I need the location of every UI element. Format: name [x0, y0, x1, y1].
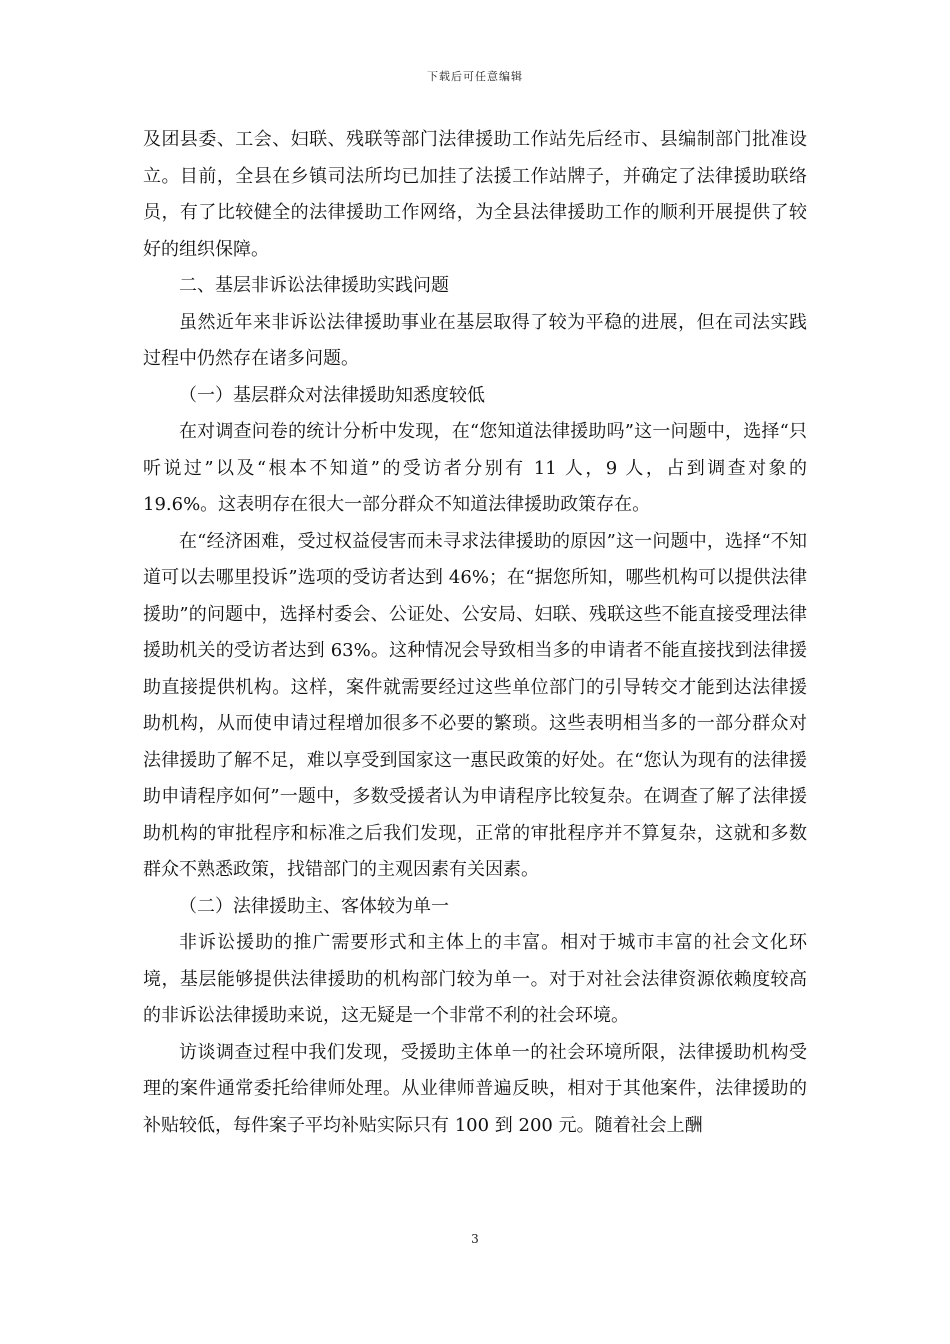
paragraph-continuation: 及团县委、工会、妇联、残联等部门法律援助工作站先后经市、县编制部门批准设立。目前，全县在乡镇司法所均已加挂了法援工作站牌子，并确定了法律援助联络员，有了比较健全的法律援助工作网络，为全县法律援助工作的顺利开展提供了较好的组织保障。	[143, 129, 807, 260]
paragraph: 在对调查问卷的统计分析中发现，在“您知道法律援助吗”这一问题中，选择“只听说过”以及“根本不知道”的受访者分别有 11 人，9 人，占到调查对象的 19.6%。这表明存在很大一部分群众不知道法律援助政策存在。	[143, 421, 807, 515]
paragraph: 在“经济困难，受过权益侵害而未寻求法律援助的原因”这一问题中，选择“不知道可以去哪里投诉”选项的受访者达到 46%；在“据您所知，哪些机构可以提供法律援助”的问题中，选择村委会、公证处、公安局、妇联、残联这些不能直接受理法律援助机关的受访者达到 63%。这种情况会导致相当多的申请者不能直接找到法律援助直接提供机构。这样，案件就需要经过这些单位部门的引导转交才能到达法律援助机构，从而使申请过程增加很多不必要的繁琐。这些表明相当多的一部分群众对法律援助了解不足，难以享受到国家这一惠民政策的好处。在“您认为现有的法律援助申请程序如何”一题中，多数受援者认为申请程序比较复杂。在调查了解了法律援助机构的审批程序和标准之后我们发现，正常的审批程序并不算复杂，这就和多数群众不熟悉政策，找错部门的主观因素有关因素。	[143, 530, 807, 880]
page-number: 3	[471, 1232, 479, 1246]
paragraph: 非诉讼援助的推广需要形式和主体上的丰富。相对于城市丰富的社会文化环境，基层能够提供法律援助的机构部门较为单一。对于对社会法律资源依赖度较高的非诉讼法律援助来说，这无疑是一个非常不利的社会环境。	[143, 932, 807, 1026]
document-body	[143, 122, 807, 1144]
paragraph: 虽然近年来非诉讼法律援助事业在基层取得了较为平稳的进展，但在司法实践过程中仍然存在诸多问题。	[143, 311, 807, 369]
subsection-heading: （一）基层群众对法律援助知悉度较低	[179, 384, 485, 406]
subsection-heading: （二）法律援助主、客体较为单一	[179, 895, 449, 917]
page-header: 下载后可任意编辑	[427, 70, 523, 83]
paragraph: 访谈调查过程中我们发现，受援助主体单一的社会环境所限，法律援助机构受理的案件通常委托给律师处理。从业律师普遍反映，相对于其他案件，法律援助的补贴较低，每件案子平均补贴实际只有 100 到 200 元。随着社会上酬	[143, 1041, 807, 1136]
section-heading: 二、基层非诉讼法律援助实践问题	[179, 275, 449, 296]
